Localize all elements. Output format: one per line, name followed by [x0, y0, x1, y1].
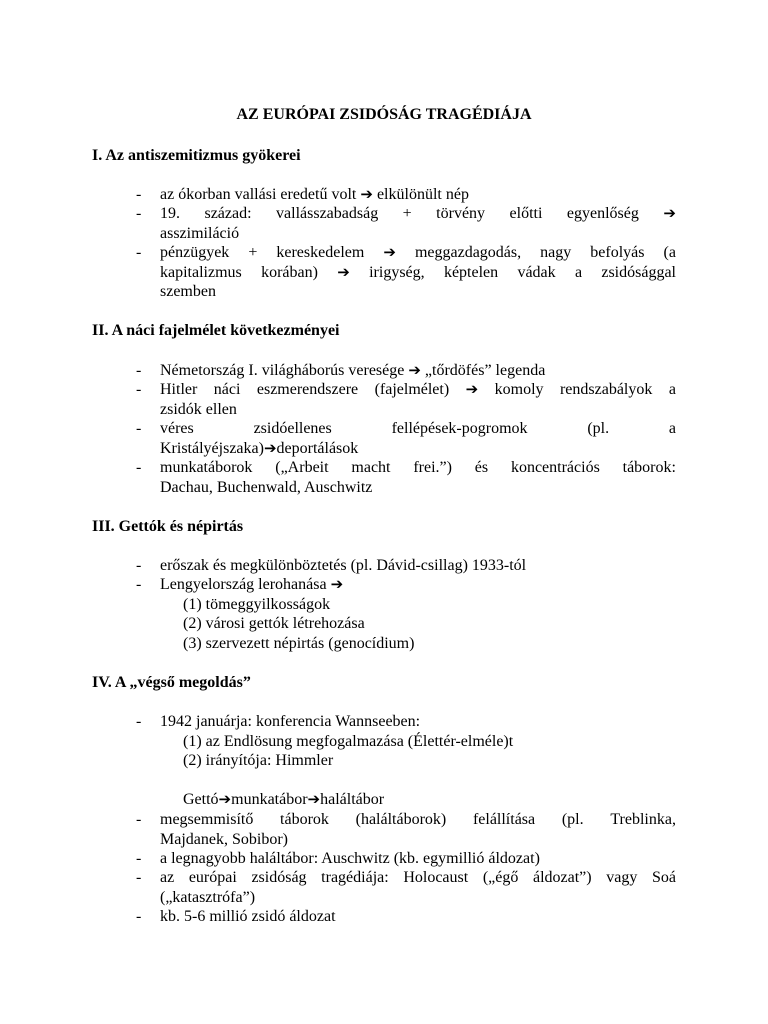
- word: +: [402, 205, 412, 222]
- word: képtelen: [443, 263, 499, 281]
- list-item-text: [160, 849, 676, 869]
- word: felállítása: [472, 811, 536, 828]
- word: véres: [160, 420, 194, 437]
- word: vallásszabadság: [276, 205, 379, 222]
- bullet-dash: -: [136, 244, 142, 261]
- section-heading-2: II. A náci fajelmélet következményei: [92, 322, 340, 339]
- word: Treblinka,: [610, 811, 676, 828]
- word: vagy: [606, 869, 638, 886]
- text-line: Lengyelország lerohanása ➔: [160, 575, 344, 593]
- list-item-text: [160, 458, 676, 497]
- text-line: („katasztrófa”): [160, 888, 256, 906]
- list-item-text: [160, 575, 676, 595]
- bullet-dash: -: [136, 362, 142, 379]
- word: század:: [204, 205, 252, 222]
- word: komoly: [494, 381, 544, 398]
- arrow-icon: ➔: [218, 790, 232, 808]
- word: (pl.: [561, 811, 584, 828]
- bullet-dash: -: [136, 557, 142, 574]
- text-line: [160, 204, 676, 224]
- word: (a: [663, 244, 676, 261]
- text-line: erőszak és megkülönböztetés (pl. Dávid-csillag) 1933-tól: [160, 557, 527, 574]
- word: megsemmisítő: [160, 811, 254, 828]
- bullet-dash: -: [136, 381, 142, 398]
- word: tragédiája:: [321, 869, 389, 886]
- list-item-text: [160, 556, 676, 576]
- word: náci: [213, 381, 241, 398]
- text-line: 1942 januárja: konferencia Wannseeben:: [160, 713, 421, 730]
- bullet-dash: -: [136, 869, 142, 886]
- word: (haláltáborok): [355, 811, 447, 828]
- sub-item: (3) szervezett népirtás (genocídium): [183, 635, 415, 652]
- bullet-dash: -: [136, 186, 142, 203]
- word: vádak: [517, 263, 556, 281]
- word: [337, 263, 350, 283]
- word: a: [668, 420, 676, 437]
- word: munkatáborok: [160, 459, 253, 476]
- bullet-dash: -: [136, 811, 142, 828]
- list-item-text: [160, 907, 676, 927]
- sub-item: (2) városi gettók létrehozása: [183, 615, 365, 632]
- text-line: az ókorban vallási eredetű volt ➔ elkülönült nép: [160, 185, 469, 203]
- process-chain: Gettó➔munkatábor➔haláltábor: [183, 790, 385, 808]
- arrow-icon: ➔: [360, 185, 373, 203]
- word: +: [248, 244, 258, 261]
- document-title: AZ EURÓPAI ZSIDÓSÁG TRAGÉDIÁJA: [236, 106, 532, 123]
- word: egyenlőség: [566, 205, 639, 222]
- word: európai: [188, 869, 237, 886]
- bullet-dash: -: [136, 205, 142, 222]
- section-heading-1: I. Az antiszemitizmus gyökerei: [92, 147, 301, 164]
- bullet-dash: -: [136, 850, 142, 867]
- word: eszmerendszere: [256, 381, 359, 398]
- arrow-icon: ➔: [663, 204, 676, 222]
- arrow-icon: ➔: [465, 380, 479, 398]
- word: kereskedelem: [276, 244, 365, 261]
- word: a: [668, 381, 676, 398]
- list-item-text: [160, 380, 676, 419]
- list-item-text: [160, 810, 676, 849]
- text-line: a legnagyobb haláltábor: Auschwitz (kb. egymillió áldozat): [160, 850, 540, 867]
- word: meggazdagodás,: [414, 244, 522, 261]
- text-line: [160, 458, 676, 478]
- word: a: [574, 263, 583, 281]
- arrow-icon: ➔: [408, 361, 421, 379]
- sub-item: (1) az Endlösung megfogalmazása (Élettér-elméle)t: [183, 733, 514, 750]
- arrow-icon: ➔: [383, 243, 396, 261]
- word: és: [474, 459, 489, 476]
- sub-item: (2) irányítója: Himmler: [183, 752, 334, 769]
- word: Holocaust: [403, 869, 469, 886]
- word: befolyás: [590, 244, 645, 261]
- list-item-text: [160, 712, 676, 732]
- arrow-icon: ➔: [330, 575, 344, 593]
- word: Hitler: [160, 381, 198, 398]
- word: táborok: [280, 811, 329, 828]
- text-line: Dachau, Buchenwald, Auschwitz: [160, 478, 373, 496]
- word: nagy: [540, 244, 572, 261]
- word: előtti: [509, 205, 543, 222]
- text-line: szemben: [160, 283, 216, 300]
- text-line: Németország I. világháborús veresége ➔ „tőrdöfés” legenda: [160, 361, 546, 379]
- list-item-text: [160, 868, 676, 907]
- word: pénzügyek: [160, 244, 230, 261]
- text-line: [160, 810, 676, 830]
- word: (fajelmélet): [374, 381, 450, 398]
- text-line: Kristályéjszaka)➔deportálások: [160, 438, 359, 457]
- word: korában): [261, 263, 318, 281]
- list-item-text: [160, 361, 676, 381]
- word: zsidósággal: [601, 263, 676, 281]
- word: zsidóság: [251, 869, 307, 886]
- word: fellépések-pogromok: [391, 420, 528, 437]
- bullet-dash: -: [136, 420, 142, 437]
- word: táborok:: [622, 459, 676, 476]
- text-line: [160, 868, 676, 888]
- text-line: [160, 243, 676, 263]
- word: (pl.: [587, 420, 610, 437]
- bullet-dash: -: [136, 908, 142, 925]
- section-heading-3: III. Gettók és népirtás: [92, 518, 244, 535]
- word: frei.”): [413, 459, 452, 476]
- arrow-icon: ➔: [337, 262, 350, 281]
- word: [383, 243, 396, 263]
- list-item-text: [160, 243, 676, 302]
- word: („Arbeit: [275, 459, 329, 476]
- text-line: [160, 380, 676, 400]
- bullet-dash: -: [136, 459, 142, 476]
- text-line: zsidók ellen: [160, 400, 237, 418]
- text-line: Majdanek, Sobibor): [160, 830, 288, 848]
- word: Soá: [651, 869, 676, 886]
- text-line: kb. 5-6 millió zsidó áldozat: [160, 908, 336, 925]
- list-item-text: [160, 204, 676, 243]
- section-heading-4: IV. A „végső megoldás”: [92, 674, 251, 691]
- text-line: [160, 419, 676, 439]
- word: áldozat”): [532, 869, 592, 886]
- word: [663, 204, 676, 224]
- arrow-icon: ➔: [263, 438, 277, 457]
- list-item-text: [160, 185, 676, 205]
- sub-item: (1) tömeggyilkosságok: [183, 596, 331, 613]
- list-item-text: [160, 419, 676, 458]
- word: kapitalizmus: [160, 263, 242, 281]
- word: irigység,: [369, 263, 425, 281]
- bullet-dash: -: [136, 576, 142, 593]
- word: az: [160, 869, 175, 886]
- word: 19.: [160, 205, 180, 222]
- arrow-icon: ➔: [307, 790, 321, 808]
- word: koncentrációs: [510, 459, 600, 476]
- text-line: asszimiláció: [160, 224, 240, 242]
- word: rendszabályok: [559, 381, 653, 398]
- word: macht: [351, 459, 391, 476]
- word: törvény: [436, 205, 486, 222]
- text-line: [160, 263, 676, 283]
- word: [466, 380, 479, 400]
- word: zsidóellenes: [253, 420, 332, 437]
- word: („égő: [482, 869, 519, 886]
- bullet-dash: -: [136, 713, 142, 730]
